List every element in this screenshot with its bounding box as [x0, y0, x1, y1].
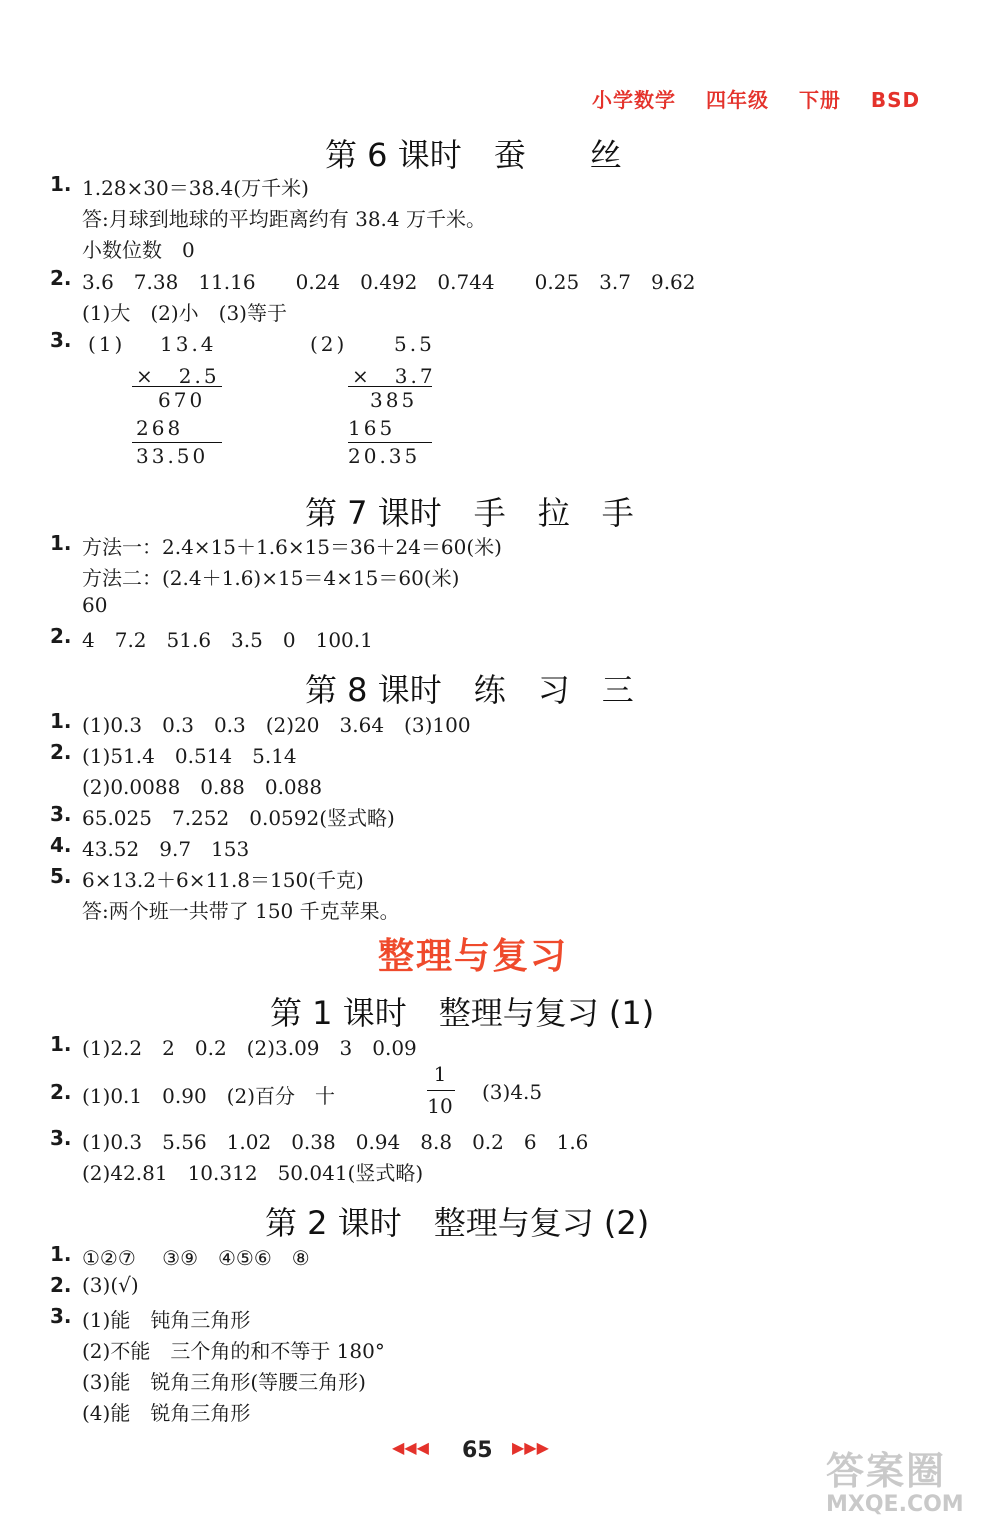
- item-number: 2.: [50, 624, 72, 648]
- header-grade: 四年级: [705, 88, 769, 112]
- answer-line: (2)不能 三个角的和不等于 180°: [82, 1339, 385, 1363]
- watermark-logo: 答案圈: [826, 1449, 947, 1493]
- right-arrows-icon: ▶▶▶: [512, 1438, 549, 1457]
- answer-line: (1)51.4 0.514 5.14: [82, 744, 297, 768]
- answer-line: (1)0.3 5.56 1.02 0.38 0.94 8.8 0.2 6 1.6: [82, 1130, 589, 1154]
- item-number: 1.: [50, 172, 72, 196]
- calc1-product: 33.50: [136, 444, 209, 468]
- calc2-partial2: 165: [348, 416, 396, 440]
- review-lesson2-title: 第 2 课时 整理与复习 (2): [265, 1204, 650, 1242]
- calc2-rule: [348, 386, 432, 387]
- review-section-title: 整理与复习: [378, 936, 569, 977]
- header-volume: 下册: [798, 88, 841, 112]
- answer-line: 1.28×30＝38.4(万千米): [82, 176, 309, 200]
- answer-line: 答:月球到地球的平均距离约有 38.4 万千米。: [82, 207, 486, 231]
- calc2-partial1: 385: [370, 388, 418, 412]
- item-number: 3.: [50, 1126, 72, 1150]
- page-number: 65: [462, 1438, 493, 1463]
- item-number: 1.: [50, 709, 72, 733]
- item-number: 3.: [50, 1304, 72, 1328]
- calc2-multiplier: × 3.7: [352, 364, 436, 388]
- review-lesson1-title: 第 1 课时 整理与复习 (1): [270, 994, 655, 1032]
- answer-line: 6×13.2＋6×11.8＝150(千克): [82, 868, 364, 892]
- item-number: 3.: [50, 802, 72, 826]
- answer-line: 小数位数 0: [82, 238, 195, 262]
- item-number: 1.: [50, 1032, 72, 1056]
- answer-line: 方法一：2.4×15＋1.6×15＝36＋24＝60(米): [82, 535, 502, 559]
- left-arrows-icon: ◀◀◀: [392, 1438, 429, 1457]
- header-edition: BSD: [870, 88, 921, 112]
- lesson7-title: 第 7 课时 手 拉 手: [305, 494, 634, 532]
- answer-line: (2)0.0088 0.88 0.088: [82, 775, 323, 799]
- item-number: 2.: [50, 266, 72, 290]
- calc1-rule: [132, 442, 222, 443]
- answer-line: (1)0.1 0.90 (2)百分 十: [82, 1084, 335, 1108]
- fraction-denominator: 10: [427, 1094, 453, 1118]
- answer-line: 答:两个班一共带了 150 千克苹果。: [82, 899, 400, 923]
- answer-line: (2)42.81 10.312 50.041(竖式略): [82, 1161, 424, 1185]
- calc1-partial1: 670: [158, 388, 206, 412]
- fraction-numerator: 1: [433, 1062, 447, 1086]
- header-subject: 小学数学: [592, 88, 676, 112]
- answer-line: 43.52 9.7 153: [82, 837, 250, 861]
- answer-line: (1)2.2 2 0.2 (2)3.09 3 0.09: [82, 1036, 417, 1060]
- page-footer: [392, 1438, 429, 1457]
- calc2-label: (2): [310, 332, 348, 356]
- calc1-label: (1): [88, 332, 126, 356]
- page-header: [592, 84, 942, 113]
- calc1-partial2: 268: [136, 416, 184, 440]
- lesson6-title: 第 6 课时 蚕 丝: [325, 136, 622, 174]
- fraction-bar: [427, 1090, 455, 1091]
- lesson8-title: 第 8 课时 练 习 三: [305, 671, 634, 709]
- item-number: 5.: [50, 864, 72, 888]
- calc1-multiplicand: 13.4: [160, 332, 217, 356]
- calc1-rule: [132, 386, 222, 387]
- calc2-product: 20.35: [348, 444, 421, 468]
- calc1-multiplier: × 2.5: [136, 364, 220, 388]
- item-number: 1.: [50, 531, 72, 555]
- answer-line: (3)4.5: [482, 1080, 543, 1104]
- answer-line: (4)能 锐角三角形: [82, 1401, 251, 1425]
- item-number: 1.: [50, 1242, 72, 1266]
- item-number: 2.: [50, 1273, 72, 1297]
- answer-line: 65.025 7.252 0.0592(竖式略): [82, 806, 395, 830]
- page-footer-right: [512, 1438, 549, 1457]
- answer-line: ①②⑦ ③⑨ ④⑤⑥ ⑧: [82, 1246, 310, 1270]
- answer-line: (1)能 钝角三角形: [82, 1308, 251, 1332]
- calc2-multiplicand: 5.5: [394, 332, 435, 356]
- watermark-url: MXQE.COM: [826, 1492, 964, 1517]
- item-number: 4.: [50, 833, 72, 857]
- answer-line: 方法二：(2.4＋1.6)×15＝4×15＝60(米): [82, 566, 460, 590]
- item-number: 2.: [50, 740, 72, 764]
- item-number: 3.: [50, 328, 72, 352]
- answer-line: (3)能 锐角三角形(等腰三角形): [82, 1370, 366, 1394]
- item-number: 2.: [50, 1080, 72, 1104]
- answer-line: (3)(√): [82, 1273, 139, 1297]
- answer-line: (1)0.3 0.3 0.3 (2)20 3.64 (3)100: [82, 713, 471, 737]
- answer-line: 3.6 7.38 11.16 0.24 0.492 0.744 0.25 3.7 9.62: [82, 270, 696, 294]
- calc2-rule: [348, 442, 432, 443]
- answer-line: 4 7.2 51.6 3.5 0 100.1: [82, 628, 373, 652]
- answer-line: (1)大 (2)小 (3)等于: [82, 301, 287, 325]
- answer-line: 60: [82, 593, 108, 617]
